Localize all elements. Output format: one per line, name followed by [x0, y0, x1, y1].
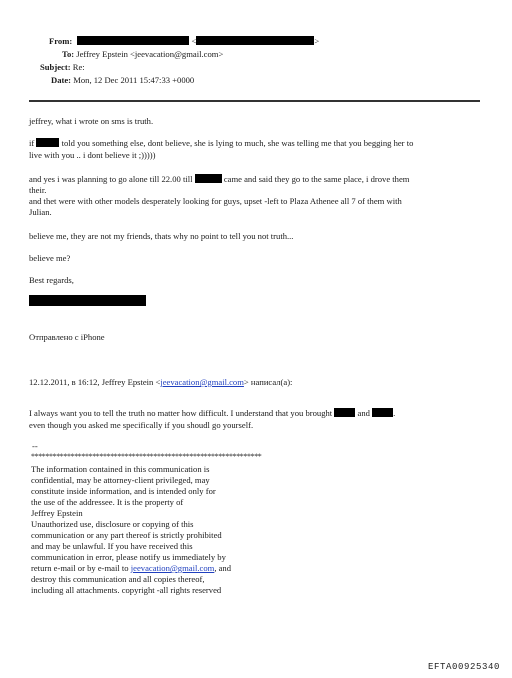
quote-dashes: --	[32, 441, 38, 451]
email-link[interactable]: jeevacation@gmail.com	[160, 377, 244, 387]
header-subject	[40, 62, 85, 72]
body-p1: jeffrey, what i wrote on sms is truth.	[29, 116, 154, 126]
disclaimer-line: return e-mail or by e-mail to jeevacation@gmail.com, and	[31, 563, 232, 573]
disclaimer-line: communication or any part thereof is strictly prohibited	[31, 530, 222, 540]
disclaimer-line: constitute inside information, and is intended only for	[31, 486, 216, 496]
quote-stars: ****************************************************************	[31, 452, 262, 461]
disclaimer-line: Unauthorized use, disclosure or copying of this	[31, 519, 194, 529]
from-lt: <	[191, 36, 197, 46]
bates-number: EFTA00925340	[427, 662, 500, 672]
subject-label: Subject:	[40, 62, 71, 72]
date-value: Mon, 12 Dec 2011 15:47:33 +0000	[73, 75, 195, 85]
body-p6: Best regards,	[29, 275, 74, 285]
from-label: From:	[49, 36, 73, 46]
disclaimer-line: the use of the addressee. It is the property of	[31, 497, 184, 507]
disclaimer-line: including all attachments. copyright -all rights reserved	[31, 585, 222, 595]
body-p3-line1: and yes i was planning to go alone till 22.00 till came and said they go to the same place, i drove them	[29, 174, 410, 184]
date-label: Date:	[51, 75, 72, 85]
body-p3-line4: Julian.	[29, 207, 52, 217]
redaction-block	[334, 408, 355, 417]
disclaimer-line: and may be unlawful. If you have received this	[31, 541, 193, 551]
disclaimer-line: The information contained in this communication is	[31, 464, 210, 474]
redaction-block	[77, 36, 189, 45]
body-p3-line3: and thet were with other models desperately looking for guys, upset -left to Plaza Athenee all 7 of them with	[29, 196, 402, 206]
disclaimer-line: communication in error, please notify us immediately by	[31, 552, 226, 562]
body-p3-line2: their.	[29, 185, 47, 195]
header-divider	[29, 100, 480, 102]
disclaimer-line: confidential, may be attorney-client privileged, may	[31, 475, 210, 485]
redaction-block	[36, 138, 59, 147]
redaction-block	[196, 36, 314, 45]
from-gt: >	[314, 36, 320, 46]
signature-redaction	[29, 295, 146, 306]
body-p5: believe me?	[29, 253, 71, 263]
header-from	[49, 36, 319, 46]
disclaimer-line: Jeffrey Epstein	[31, 508, 83, 518]
header-to	[62, 49, 223, 59]
redaction-block	[372, 408, 393, 417]
disclaimer-line: destroy this communication and all copies thereof,	[31, 574, 205, 584]
redaction-block	[195, 174, 222, 183]
body-p2-line2: live with you .. i dont believe it ;)))))	[29, 150, 156, 160]
sent-from-iphone: Отправлено с iPhone	[29, 332, 105, 342]
body-p2-line1: if told you something else, dont believe, she is lying to much, she was telling me that you begging her to	[29, 138, 414, 148]
to-value: Jeffrey Epstein <jeevacation@gmail.com>	[76, 49, 224, 59]
quote-line1: I always want you to tell the truth no matter how difficult. I understand that you brought and .	[29, 408, 396, 418]
to-label: To:	[62, 49, 75, 59]
subject-value: Re:	[72, 62, 85, 72]
quote-intro: 12.12.2011, в 16:12, Jeffrey Epstein <jeevacation@gmail.com> написал(а):	[29, 377, 293, 387]
header-date	[51, 75, 194, 85]
email-link[interactable]: jeevacation@gmail.com	[130, 563, 215, 573]
body-p4: believe me, they are not my friends, thats why no point to tell you not truth...	[29, 231, 294, 241]
quote-line2: even though you asked me specifically if you shoudl go yourself.	[29, 420, 254, 430]
